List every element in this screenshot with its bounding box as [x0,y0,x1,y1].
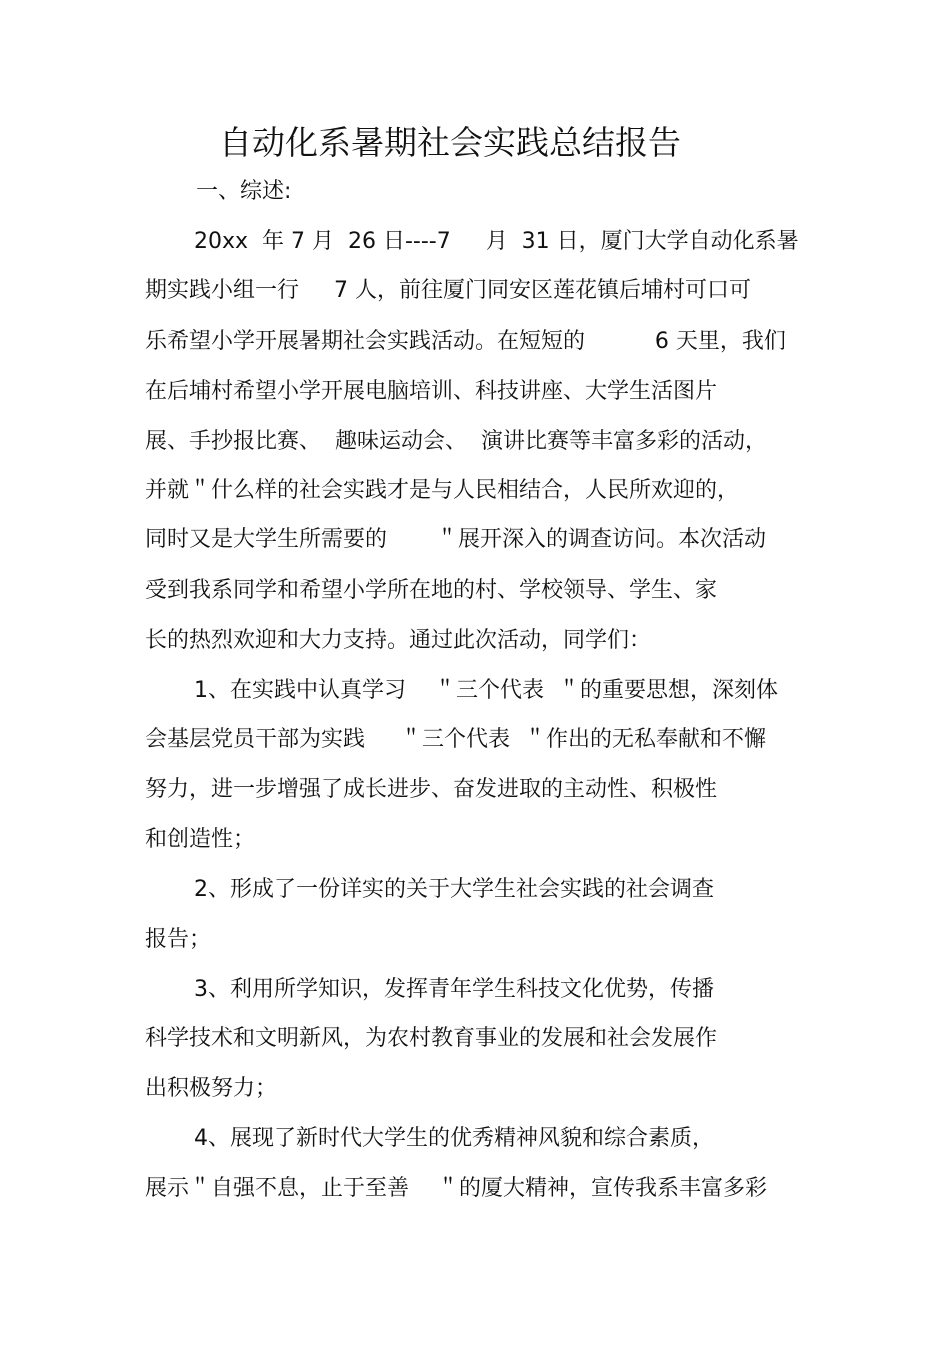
list-item-line: 努力，进一步增强了成长进步、奋发进取的主动性、积极性 [145,777,718,802]
list-item-line: 2、形成了一份详实的关于大学生社会实践的社会调查 [194,877,714,902]
paragraph-line: 20xx 年 7 月 26 日----7 月 31 日，厦门大学自动化系暑 [194,229,799,254]
paragraph-line: 受到我系同学和希望小学所在地的村、学校领导、学生、家 [145,578,718,603]
paragraph-line: 长的热烈欢迎和大力支持。通过此次活动，同学们： [145,628,652,653]
list-item-line: 展示＂自强不息，止于至善 ＂的厦大精神，宣传我系丰富多彩 [145,1176,767,1201]
list-item-line: 4、展现了新时代大学生的优秀精神风貌和综合素质， [194,1126,714,1151]
paragraph-line: 并就＂什么样的社会实践才是与人民相结合，人民所欢迎的， [145,478,740,503]
list-item-line: 出积极努力； [145,1076,278,1101]
list-item-line: 1、在实践中认真学习 ＂三个代表 ＂的重要思想，深刻体 [194,678,778,703]
list-item-line: 会基层党员干部为实践 ＂三个代表 ＂作出的无私奉献和不懈 [145,727,766,752]
list-item-line: 报告； [145,927,212,952]
paragraph-line: 期实践小组一行 7 人，前往厦门同安区莲花镇后埔村可口可 [145,278,751,303]
paragraph-line: 展、手抄报比赛、 趣味运动会、 演讲比赛等丰富多彩的活动， [145,429,767,454]
list-item-line: 和创造性； [145,827,256,852]
document-title: 自动化系暑期社会实践总结报告 [219,123,681,162]
paragraph-line: 同时又是大学生所需要的 ＂展开深入的调查访问。本次活动 [145,527,766,552]
section-heading: 一、综述: [196,179,292,204]
paragraph-line: 在后埔村希望小学开展电脑培训、科技讲座、大学生活图片 [145,379,718,404]
list-item-line: 3、利用所学知识，发挥青年学生科技文化优势，传播 [194,977,714,1002]
paragraph-line: 乐希望小学开展暑期社会实践活动。在短短的 6 天里，我们 [145,329,786,354]
list-item-line: 科学技术和文明新风，为农村教育事业的发展和社会发展作 [145,1026,718,1051]
